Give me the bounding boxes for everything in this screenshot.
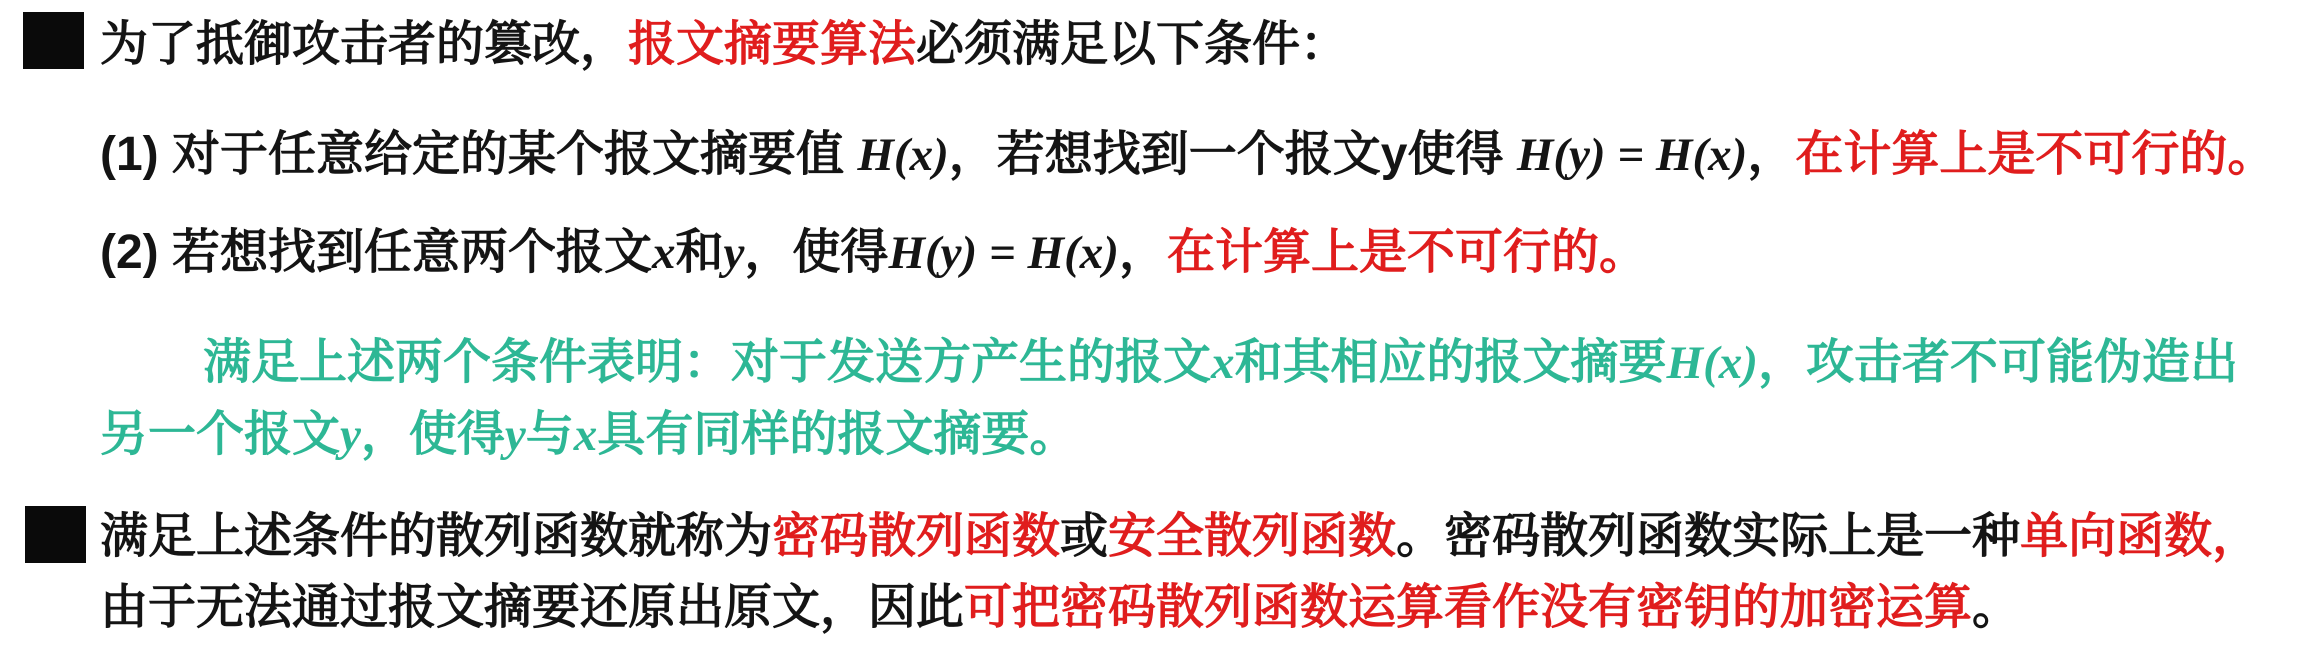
segment-plain: ，: [1747, 128, 1796, 181]
segment-plain: 另一个报文: [100, 408, 341, 461]
segment-plain: (2) 若想找到任意两个报文: [100, 226, 653, 279]
segment-plain: ，若想找到一个报文y使得: [948, 128, 1517, 181]
segment-plain: 由于无法通过报文摘要还原出原文，因此: [100, 581, 965, 634]
segment-math: y: [504, 409, 526, 461]
bullet-paragraph-digest-conditions: [100, 9, 2310, 80]
segment-math: H(y) = H(x): [1516, 129, 1748, 181]
segment-math: x: [573, 409, 598, 461]
segment-plain: ，使得: [360, 408, 505, 461]
segment-math: x: [652, 227, 676, 279]
condition-item-1: [100, 119, 2310, 191]
bullet-square-icon: [23, 12, 84, 69]
bullet-square-icon: [25, 506, 86, 563]
note-line-2: [100, 399, 2310, 471]
segment-math: y: [723, 227, 745, 279]
segment-plain: 必须满足以下条件：: [916, 18, 1349, 71]
segment-math: H(x): [1666, 337, 1758, 389]
segment-highlight-red: 在计算上是不可行的。: [1166, 226, 1647, 279]
segment-plain: ，攻击者不可能伪造出: [1757, 336, 2238, 389]
p2-line-2: [100, 572, 2310, 643]
segment-plain: 。密码散列函数实际上是一种: [1396, 510, 2021, 563]
segment-plain: 和其相应的报文摘要: [1234, 336, 1667, 389]
segment-plain: 为了抵御攻击者的篡改，: [100, 18, 629, 71]
note-paragraph-teal: [100, 327, 2310, 471]
note-line-1: [100, 327, 2310, 399]
segment-highlight-red: 可把密码散列函数运算看作没有密钥的加密运算: [964, 581, 1973, 634]
segment-math: x: [1211, 337, 1235, 389]
segment-plain: ，: [1118, 226, 1167, 279]
segment-highlight-red: 在计算上是不可行的。: [1795, 128, 2276, 181]
segment-plain: (1) 对于任意给定的某个报文摘要值: [100, 128, 858, 181]
segment-plain: 。: [1972, 581, 2021, 634]
segment-plain: 满足上述条件的散列函数就称为: [100, 510, 773, 563]
segment-math: H(x): [857, 129, 949, 181]
segment-highlight-red: 安全散列函数: [1108, 510, 1397, 563]
segment-plain: 和: [675, 226, 724, 279]
segment-plain: 与: [525, 408, 574, 461]
segment-highlight-red: 单向函数，: [2020, 510, 2261, 563]
condition-item-2: [100, 217, 2310, 289]
segment-highlight-red: 报文摘要算法: [628, 18, 917, 71]
bullet-paragraph-hash-function: [100, 501, 2310, 643]
segment-highlight-red: 密码散列函数: [772, 510, 1061, 563]
segment-math: H(y) = H(x): [888, 227, 1119, 279]
segment-math: y: [340, 409, 361, 461]
segment-plain: ，使得: [744, 226, 889, 279]
segment-plain: 具有同样的报文摘要。: [597, 408, 1078, 461]
p2-line-1: [100, 501, 2310, 572]
segment-plain: 满足上述两个条件表明：对于发送方产生的报文: [203, 336, 1212, 389]
segment-plain: 或: [1060, 510, 1109, 563]
